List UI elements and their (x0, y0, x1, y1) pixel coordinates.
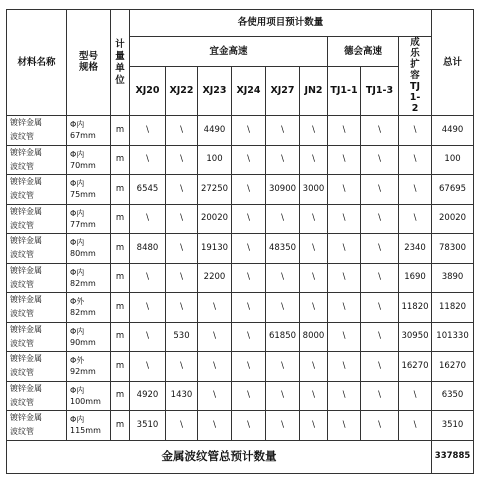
model-spec-cell (67, 263, 111, 293)
material-name-text: 波纹管 (10, 279, 34, 289)
quantity-cell: 30900 (266, 175, 300, 205)
material-name-text: 镀锌金属 (10, 383, 42, 393)
material-name-cell (7, 263, 67, 293)
model-spec-cell (67, 352, 111, 382)
row-total-cell: 78300 (432, 234, 474, 264)
model-spec-text: Φ内 (70, 267, 85, 277)
row-total-cell: 3890 (432, 263, 474, 293)
quantity-cell: \ (232, 145, 266, 175)
material-name-text: 波纹管 (10, 220, 34, 230)
material-name-text: 镀锌金属 (10, 147, 42, 157)
quantity-cell: 6545 (130, 175, 166, 205)
quantity-cell: \ (399, 411, 432, 441)
quantity-cell: \ (300, 352, 328, 382)
model-spec-text: 90mm (70, 337, 96, 347)
material-name-cell (7, 145, 67, 175)
row-total-cell: 3510 (432, 411, 474, 441)
model-spec-text: 82mm (70, 308, 96, 318)
unit-cell: m (111, 116, 130, 146)
quantity-cell: \ (328, 381, 361, 411)
material-name-text: 镀锌金属 (10, 177, 42, 187)
quantity-cell: \ (328, 411, 361, 441)
material-name-cell (7, 381, 67, 411)
material-name-text: 波纹管 (10, 427, 34, 437)
header-group-yijin: 宜金高速 (130, 37, 328, 67)
quantity-cell: \ (130, 145, 166, 175)
header-col-xj23: XJ23 (198, 67, 232, 116)
quantity-cell: \ (166, 263, 198, 293)
header-col-jn2: JN2 (300, 67, 328, 116)
quantity-cell: \ (361, 322, 399, 352)
quantity-cell: \ (328, 175, 361, 205)
header-material-name: 材料名称 (7, 10, 67, 116)
quantity-cell: \ (232, 322, 266, 352)
model-spec-text: 100mm (70, 396, 101, 406)
quantity-cell: 19130 (198, 234, 232, 264)
material-name-text: 波纹管 (10, 368, 34, 378)
quantity-cell: \ (266, 263, 300, 293)
quantity-cell: \ (328, 263, 361, 293)
header-col-xj27: XJ27 (266, 67, 300, 116)
material-name-cell (7, 293, 67, 323)
quantity-cell: \ (361, 293, 399, 323)
material-quantity-table (6, 9, 474, 474)
material-name-text: 镀锌金属 (10, 236, 42, 246)
model-spec-text: Φ内 (70, 208, 85, 218)
material-name-text: 镀锌金属 (10, 354, 42, 364)
model-spec-text: 75mm (70, 190, 96, 200)
quantity-cell: 3000 (300, 175, 328, 205)
quantity-cell: \ (266, 352, 300, 382)
model-spec-cell (67, 322, 111, 352)
quantity-cell: \ (232, 116, 266, 146)
material-name-cell (7, 175, 67, 205)
material-name-cell (7, 204, 67, 234)
quantity-cell: \ (130, 322, 166, 352)
quantity-cell: \ (300, 263, 328, 293)
quantity-cell: \ (266, 381, 300, 411)
model-spec-text: Φ外 (70, 356, 85, 366)
quantity-cell: \ (166, 116, 198, 146)
quantity-cell: \ (266, 204, 300, 234)
model-spec-cell (67, 145, 111, 175)
quantity-cell: \ (328, 204, 361, 234)
table-row (7, 352, 474, 382)
header-col-tj1-3: TJ1-3 (361, 67, 399, 116)
unit-cell: m (111, 204, 130, 234)
unit-cell: m (111, 263, 130, 293)
row-total-cell: 100 (432, 145, 474, 175)
header-group-chengle: 成乐扩容TJ1-2 (399, 37, 432, 116)
material-name-cell (7, 322, 67, 352)
table-row (7, 175, 474, 205)
quantity-cell: \ (166, 204, 198, 234)
row-total-cell: 20020 (432, 204, 474, 234)
quantity-cell: 1430 (166, 381, 198, 411)
quantity-cell: \ (328, 234, 361, 264)
model-spec-cell (67, 204, 111, 234)
quantity-cell: \ (130, 263, 166, 293)
header-col-xj20: XJ20 (130, 67, 166, 116)
quantity-cell: \ (399, 381, 432, 411)
quantity-cell: \ (361, 234, 399, 264)
quantity-cell: \ (300, 116, 328, 146)
quantity-cell: 16270 (399, 352, 432, 382)
row-total-cell: 16270 (432, 352, 474, 382)
quantity-cell: \ (130, 293, 166, 323)
quantity-cell: 61850 (266, 322, 300, 352)
quantity-cell: \ (361, 263, 399, 293)
quantity-cell: 8480 (130, 234, 166, 264)
model-spec-text: 70mm (70, 160, 96, 170)
quantity-cell: \ (361, 381, 399, 411)
quantity-cell: \ (232, 293, 266, 323)
quantity-cell: \ (232, 234, 266, 264)
quantity-cell: \ (232, 175, 266, 205)
row-total-cell: 6350 (432, 381, 474, 411)
quantity-cell: \ (166, 293, 198, 323)
unit-cell: m (111, 322, 130, 352)
quantity-cell: 3510 (130, 411, 166, 441)
quantity-cell: 27250 (198, 175, 232, 205)
row-total-cell: 101330 (432, 322, 474, 352)
quantity-cell: \ (166, 145, 198, 175)
quantity-cell: \ (198, 381, 232, 411)
quantity-cell: \ (130, 204, 166, 234)
material-name-cell (7, 411, 67, 441)
material-name-text: 波纹管 (10, 161, 34, 171)
header-group-top: 各使用项目预计数量 (130, 10, 432, 37)
quantity-cell: \ (198, 352, 232, 382)
header-col-xj22: XJ22 (166, 67, 198, 116)
quantity-cell: \ (232, 204, 266, 234)
quantity-cell: \ (361, 175, 399, 205)
material-name-text: 镀锌金属 (10, 413, 42, 423)
quantity-cell: 100 (198, 145, 232, 175)
quantity-cell: \ (166, 175, 198, 205)
model-spec-text: 80mm (70, 249, 96, 259)
quantity-cell: \ (198, 411, 232, 441)
header-unit: 计量单位 (111, 10, 130, 116)
quantity-cell: 530 (166, 322, 198, 352)
quantity-cell: 11820 (399, 293, 432, 323)
material-name-text: 波纹管 (10, 132, 34, 142)
quantity-cell: 48350 (266, 234, 300, 264)
row-total-cell: 67695 (432, 175, 474, 205)
model-spec-cell (67, 381, 111, 411)
quantity-cell: \ (232, 411, 266, 441)
material-name-cell (7, 234, 67, 264)
material-name-text: 波纹管 (10, 191, 34, 201)
table-row (7, 411, 474, 441)
material-name-cell (7, 116, 67, 146)
model-spec-cell (67, 116, 111, 146)
quantity-cell: \ (300, 293, 328, 323)
model-spec-cell (67, 411, 111, 441)
quantity-cell: \ (300, 381, 328, 411)
header-col-tj1-1: TJ1-1 (328, 67, 361, 116)
quantity-cell: \ (361, 145, 399, 175)
quantity-cell: \ (300, 411, 328, 441)
quantity-cell: \ (328, 116, 361, 146)
model-spec-text: Φ内 (70, 179, 85, 189)
quantity-cell: \ (266, 411, 300, 441)
quantity-cell: \ (399, 175, 432, 205)
unit-cell: m (111, 352, 130, 382)
model-spec-cell (67, 234, 111, 264)
quantity-cell: \ (166, 411, 198, 441)
model-spec-cell (67, 293, 111, 323)
model-spec-text: 67mm (70, 131, 96, 141)
quantity-cell: \ (361, 411, 399, 441)
quantity-cell: \ (232, 352, 266, 382)
footer-grand-total: 337885 (432, 440, 474, 473)
quantity-cell: 8000 (300, 322, 328, 352)
model-spec-text: 82mm (70, 278, 96, 288)
material-name-text: 波纹管 (10, 338, 34, 348)
model-spec-text: 77mm (70, 219, 96, 229)
quantity-cell: \ (232, 263, 266, 293)
quantity-cell: \ (166, 352, 198, 382)
quantity-cell: 30950 (399, 322, 432, 352)
footer-total-label: 金属波纹管总预计数量 (7, 440, 432, 473)
material-name-text: 镀锌金属 (10, 324, 42, 334)
quantity-cell: 4920 (130, 381, 166, 411)
quantity-cell: \ (266, 116, 300, 146)
header-model-spec: 型号规格 (67, 10, 111, 116)
model-spec-text: Φ内 (70, 238, 85, 248)
quantity-cell: \ (198, 293, 232, 323)
row-total-cell: 11820 (432, 293, 474, 323)
material-name-text: 波纹管 (10, 250, 34, 260)
quantity-cell: \ (361, 116, 399, 146)
quantity-cell: 2340 (399, 234, 432, 264)
quantity-cell: \ (130, 352, 166, 382)
material-name-text: 镀锌金属 (10, 206, 42, 216)
quantity-cell: 4490 (198, 116, 232, 146)
header-group-dehui: 德会高速 (328, 37, 399, 67)
model-spec-text: 92mm (70, 367, 96, 377)
table-row (7, 322, 474, 352)
quantity-cell: \ (232, 381, 266, 411)
header-total: 总计 (432, 10, 474, 116)
model-spec-text: Φ内 (70, 385, 85, 395)
unit-cell: m (111, 293, 130, 323)
material-name-text: 波纹管 (10, 397, 34, 407)
quantity-cell: \ (361, 204, 399, 234)
material-name-cell (7, 352, 67, 382)
unit-cell: m (111, 411, 130, 441)
quantity-cell: \ (266, 293, 300, 323)
material-name-text: 镀锌金属 (10, 118, 42, 128)
model-spec-text: Φ内 (70, 149, 85, 159)
quantity-cell: \ (399, 116, 432, 146)
material-name-text: 镀锌金属 (10, 295, 42, 305)
quantity-cell: 2200 (198, 263, 232, 293)
material-name-text: 镀锌金属 (10, 265, 42, 275)
table-row (7, 145, 474, 175)
model-spec-text: Φ内 (70, 120, 85, 130)
quantity-cell: 1690 (399, 263, 432, 293)
quantity-cell: 20020 (198, 204, 232, 234)
table-row (7, 381, 474, 411)
table-body (7, 116, 474, 441)
table-row (7, 263, 474, 293)
quantity-cell: \ (300, 234, 328, 264)
quantity-cell: \ (266, 145, 300, 175)
model-spec-text: Φ外 (70, 297, 85, 307)
header-col-xj24: XJ24 (232, 67, 266, 116)
quantity-cell: \ (300, 204, 328, 234)
quantity-cell: \ (328, 322, 361, 352)
row-total-cell: 4490 (432, 116, 474, 146)
quantity-cell: \ (328, 293, 361, 323)
quantity-cell: \ (166, 234, 198, 264)
unit-cell: m (111, 234, 130, 264)
table-row (7, 116, 474, 146)
table-row (7, 204, 474, 234)
quantity-cell: \ (130, 116, 166, 146)
quantity-cell: \ (328, 352, 361, 382)
quantity-cell: \ (399, 145, 432, 175)
quantity-cell: \ (198, 322, 232, 352)
model-spec-text: Φ内 (70, 326, 85, 336)
unit-cell: m (111, 381, 130, 411)
quantity-cell: \ (361, 352, 399, 382)
material-name-text: 波纹管 (10, 309, 34, 319)
quantity-cell: \ (300, 145, 328, 175)
unit-cell: m (111, 145, 130, 175)
model-spec-cell (67, 175, 111, 205)
quantity-cell: \ (399, 204, 432, 234)
unit-cell: m (111, 175, 130, 205)
table-row (7, 234, 474, 264)
model-spec-text: 115mm (70, 426, 101, 436)
table-row (7, 293, 474, 323)
model-spec-text: Φ内 (70, 415, 85, 425)
quantity-cell: \ (328, 145, 361, 175)
